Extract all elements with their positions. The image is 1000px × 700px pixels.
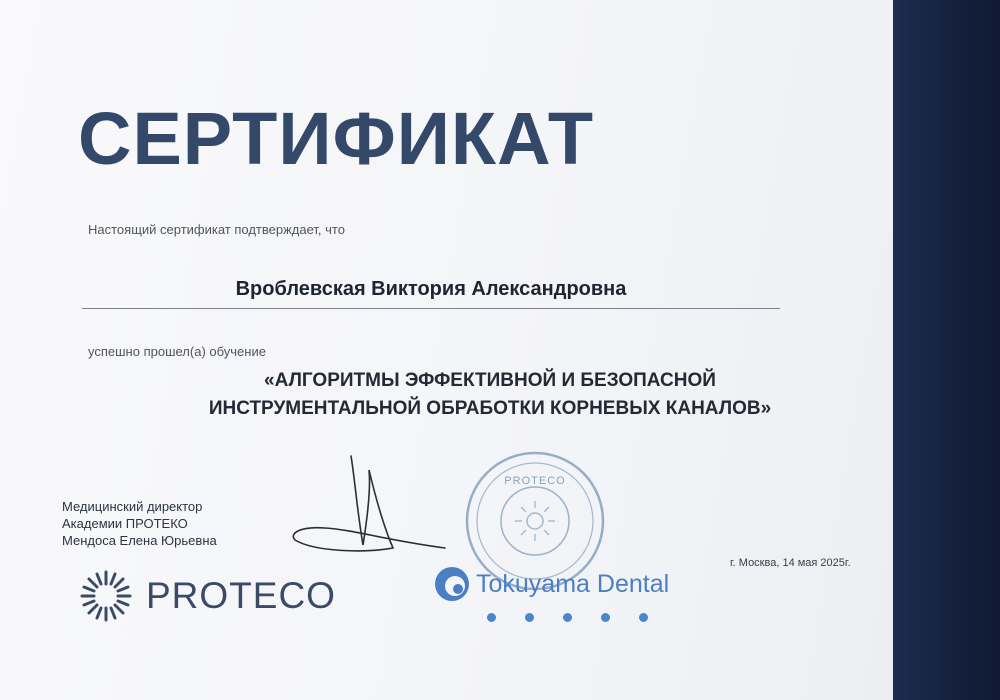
decor-dot (487, 613, 496, 622)
course-title (180, 367, 800, 423)
tokuyama-dots (487, 613, 648, 622)
course-title-line-1: «АЛГОРИТМЫ ЭФФЕКТИВНОЙ И БЕЗОПАСНОЙ (264, 370, 716, 391)
recipient-name: Вроблевская Виктория Александровна (235, 278, 627, 300)
proteco-wordmark: PROTECO (146, 575, 336, 616)
director-organization: Академии ПРОТЕКО (62, 516, 188, 531)
tokuyama-wordmark: Tokuyama Dental (476, 569, 670, 598)
folder-cover-edge (893, 0, 1000, 700)
completed-text: успешно прошел(а) обучение (88, 344, 266, 359)
decor-dot (639, 613, 648, 622)
decor-dot (601, 613, 610, 622)
course-title-line-2: ИНСТРУМЕНТАЛЬНОЙ ОБРАБОТКИ КОРНЕВЫХ КАНАЛОВ» (208, 398, 772, 419)
director-signature (285, 450, 460, 560)
tokuyama-swirl-icon (432, 564, 472, 604)
director-position: Медицинский директор (62, 499, 203, 514)
director-name: Мендоса Елена Юрьевна (62, 533, 217, 548)
recipient-underline (82, 308, 780, 309)
place-date: г. Москва, 14 мая 2025г. (730, 557, 851, 569)
decor-dot (563, 613, 572, 622)
certificate-title: СЕРТИФИКАТ (78, 97, 595, 180)
proteco-logo (78, 568, 336, 624)
intro-text: Настоящий сертификат подтверждает, что (88, 222, 345, 237)
tokuyama-logo (432, 564, 669, 604)
stamp-text: PROTECO (504, 475, 566, 487)
director-block (62, 498, 217, 549)
decor-dot (525, 613, 534, 622)
proteco-starburst-icon (78, 568, 134, 624)
